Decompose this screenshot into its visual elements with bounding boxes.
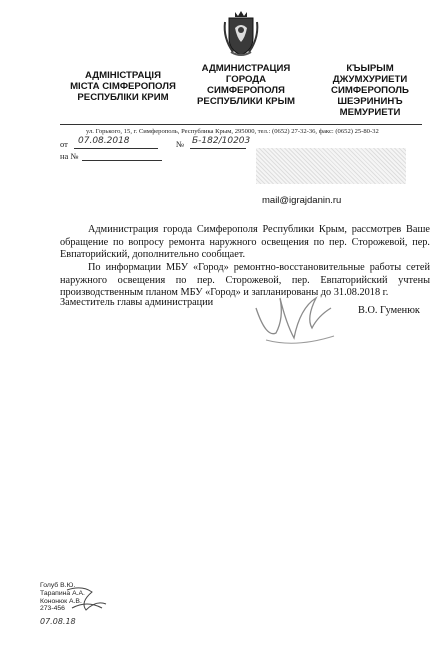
coat-of-arms-icon [221, 8, 261, 58]
number-label: № [176, 139, 185, 149]
in-reply-label: на № [60, 151, 79, 161]
body-paragraph-1: Администрация города Симферополя Республики Крым, рассмотрев Ваше обращение по вопросу ремонта наружного освещения по пер. Сторожевой, пер. Евпаторийский, дополнительно сообщает. [60, 224, 430, 261]
number-underline [190, 148, 246, 149]
header-ukrainian-name: АДМІНІСТРАЦІЯ МІСТА СІМФЕРОПОЛЯ РЕСПУБЛІКИ КРИМ [70, 70, 176, 103]
header-crimean-tatar-name: КЪЫРЫМ ДЖУМХУРИЕТИ СИМФЕРОПОЛЬ ШЕЭРИНИНЪ МЕМУРИЕТИ [331, 63, 409, 118]
in-reply-underline [82, 160, 162, 161]
executor-signature-icon [62, 580, 112, 616]
header-russian-name: АДМИНИСТРАЦИЯ ГОРОДА СИМФЕРОПОЛЯ РЕСПУБЛИКИ КРЫМ [197, 63, 295, 107]
signatory-title: Заместитель главы администрации [60, 297, 214, 308]
date-underline [74, 148, 158, 149]
executor-line: Голуб В.Ю. [40, 582, 76, 589]
executor-date: 07.08.18 [40, 617, 76, 626]
redacted-recipient-block [256, 148, 406, 184]
signatory-name: В.О. Гуменюк [358, 305, 420, 316]
number-value: Б-182/10203 [192, 136, 251, 146]
executor-phone: 273-456 [40, 605, 65, 613]
date-value: 07.08.2018 [78, 136, 130, 146]
executor-line: Кононюк А.В. [40, 597, 82, 605]
recipient-email: mail@igrajdanin.ru [262, 195, 342, 206]
header-divider [60, 124, 422, 125]
body-paragraph-2: По информации МБУ «Город» ремонтно-восстановительные работы сетей наружного освещения по пер. Сторожевой, пер. Евпаторийский учтены производственным планом МБУ «Город» и запланированы до 31.08.2018 г. [60, 262, 430, 299]
date-label: от [60, 139, 68, 149]
executor-line: Тарапина А.А. [40, 589, 85, 597]
address-line: ул. Горького, 15, г. Симферополь, Республика Крым, 295000, тел.: (0652) 27-32-36, факс: (0652) 25-80-32 [86, 128, 379, 135]
handwritten-signature-icon [236, 278, 346, 358]
